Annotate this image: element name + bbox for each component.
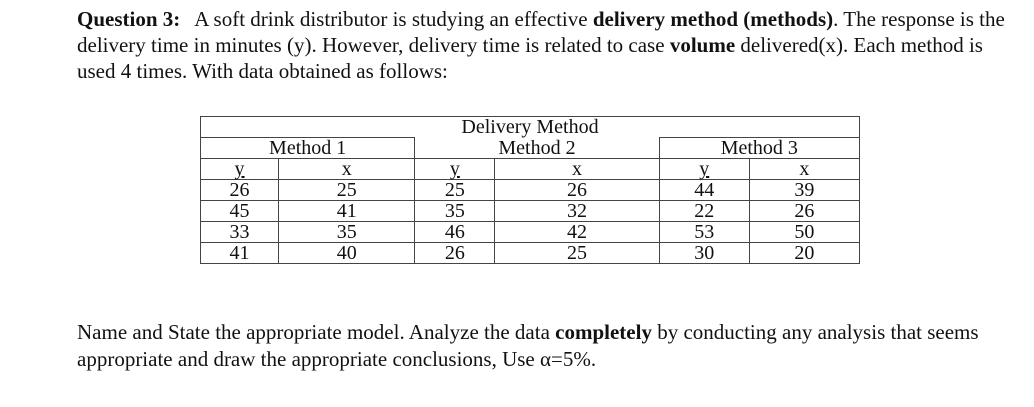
question-text-part2: . The response is the delivery time in minutes (y). However, delivery time is related to case (77, 7, 1005, 57)
instructions-part1: Name and State the appropriate model. Analyze the data (77, 320, 556, 344)
table-row (201, 201, 860, 222)
instructions-text (77, 319, 1017, 373)
var-label-text: x (341, 158, 352, 180)
table-row (201, 180, 860, 201)
var-label (749, 159, 859, 180)
question-text-part1: A soft drink distributor is studying an effective (194, 7, 593, 31)
data-table (200, 116, 860, 264)
table-cell: 44 (659, 180, 749, 201)
table-cell: 26 (201, 180, 279, 201)
var-label (495, 159, 659, 180)
var-label-text: x (799, 158, 810, 180)
table-cell: 25 (279, 180, 415, 201)
table-cell: 30 (659, 243, 749, 264)
table-cell: 41 (201, 243, 279, 264)
question-text-part3: delivered(x). Each method is used 4 times. With data obtained as follows: (77, 33, 983, 83)
question-text (77, 6, 1017, 84)
table-cell: 41 (279, 201, 415, 222)
table-cell: 40 (279, 243, 415, 264)
var-label-text: y (234, 158, 245, 180)
table-cell: 33 (201, 222, 279, 243)
var-label (279, 159, 415, 180)
table-methods-row (201, 138, 860, 159)
var-label (201, 159, 279, 180)
table-cell: 35 (279, 222, 415, 243)
var-label-text: y (449, 158, 460, 180)
instructions-bold1: completely (555, 320, 652, 344)
method-3-header: Method 3 (659, 138, 859, 159)
table-row (201, 243, 860, 264)
table-cell: 22 (659, 201, 749, 222)
table-variable-row (201, 159, 860, 180)
question-text-bold2: volume (669, 33, 736, 57)
table-cell: 20 (749, 243, 859, 264)
method-2-header: Method 2 (415, 138, 659, 159)
question-text-bold1: delivery method (methods) (592, 7, 834, 31)
table-cell: 25 (495, 243, 659, 264)
table-cell: 50 (749, 222, 859, 243)
table-cell: 46 (415, 222, 495, 243)
table-cell: 42 (495, 222, 659, 243)
table-cell: 25 (415, 180, 495, 201)
table-cell: 26 (749, 201, 859, 222)
table-cell: 35 (415, 201, 495, 222)
table-cell: 45 (201, 201, 279, 222)
var-label-text: x (572, 158, 583, 180)
method-1-header: Method 1 (201, 138, 415, 159)
table-cell: 26 (495, 180, 659, 201)
var-label (415, 159, 495, 180)
instructions-part2: by conducting any analysis that seems appropriate and draw the appropriate conclusions, Use α=5%. (77, 320, 979, 371)
table-cell: 53 (659, 222, 749, 243)
question-number: Question 3: (77, 7, 181, 31)
var-label-text: y (699, 158, 710, 180)
var-label (659, 159, 749, 180)
table-title-row (201, 117, 860, 138)
table-cell: 32 (495, 201, 659, 222)
table-title: Delivery Method (201, 117, 860, 138)
table-row (201, 222, 860, 243)
table-cell: 26 (415, 243, 495, 264)
table-cell: 39 (749, 180, 859, 201)
